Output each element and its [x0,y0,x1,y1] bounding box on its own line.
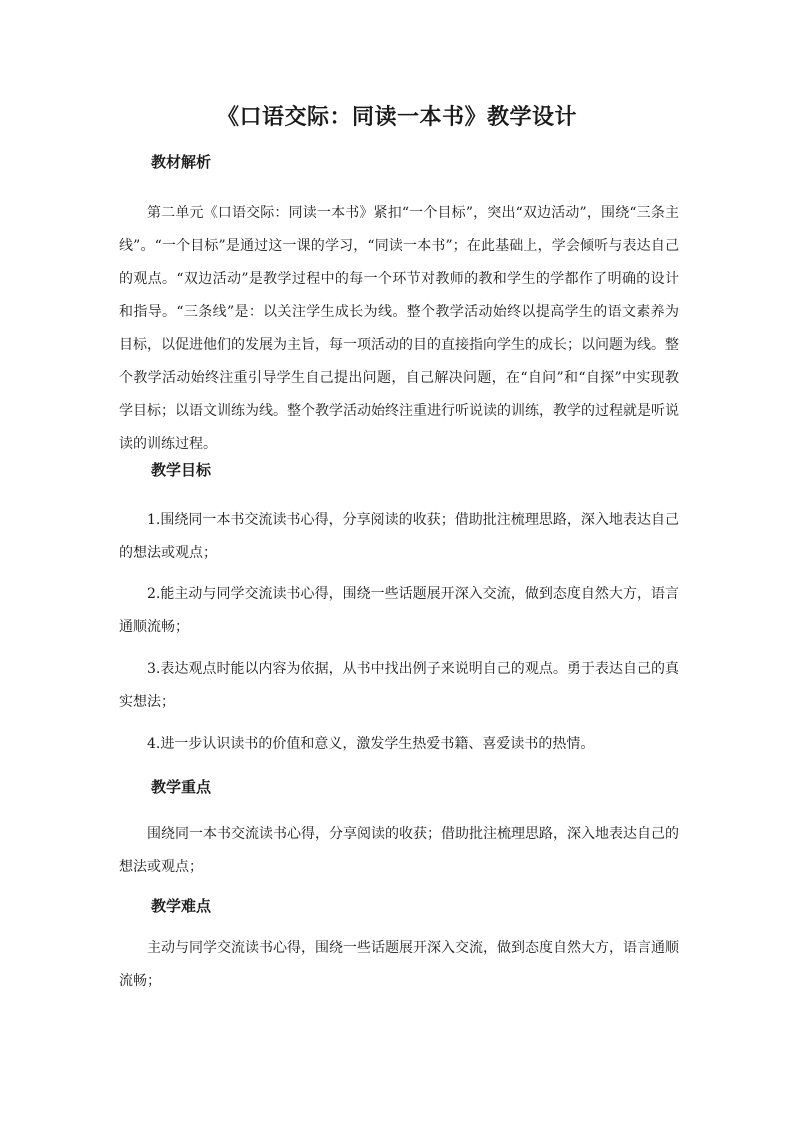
section-heading-analysis: 教材解析 [151,153,212,171]
section-heading-goals: 教学目标 [151,461,212,479]
analysis-paragraph: 第二单元《口语交际：同读一本书》紧扣“一个目标”，突出“双边活动”，围绕“三条主线”。“一个目标”是通过这一课的学习，“同读一本书”；在此基础上，学会倾听与表达自己的观点。“双边活动”是教学过程中的每一个环节对教师的教和学生的学都作了明确的设计和指导。“三条线”是：以关注学生成长为线。整个教学活动始终以提高学生的语文素养为目标，以促进他们的发展为主旨，每一项活动的目的直接指向学生的成长；以问题为线。整个教学活动始终注重引导学生自己提出问题，自己解决问题，在“自问”和“自探”中实现教学目标；以语文训练为线。整个教学活动始终注重进行听说读的训练，教学的过程就是听说读的训练过程。 [119,205,679,452]
difficulties-paragraph: 主动与同学交流读书心得，围绕一些话题展开深入交流，做到态度自然大方，语言通顺流畅； [119,940,679,989]
goal-item-3: 3.表达观点时能以内容为依据，从书中找出例子来说明自己的观点。勇于表达自己的真实想法； [119,661,679,710]
goal-item-2: 2.能主动与同学交流读书心得，围绕一些话题展开深入交流，做到态度自然大方，语言通顺流畅； [119,586,679,635]
goal-item-4: 4.进一步认识读书的价值和意义，激发学生热爱书籍、喜爱读书的热情。 [147,736,595,752]
goal-item-1: 1.围绕同一本书交流读书心得，分享阅读的收获；借助批注梳理思路，深入地表达自己的想法或观点； [119,512,679,561]
key-points-paragraph: 围绕同一本书交流读书心得，分享阅读的收获；借助批注梳理思路，深入地表达自己的想法或观点； [119,826,679,875]
section-heading-difficulties: 教学难点 [151,897,212,915]
document-title: 《口语交际：同读一本书》教学设计 [216,104,577,130]
section-heading-key-points: 教学重点 [151,778,212,796]
